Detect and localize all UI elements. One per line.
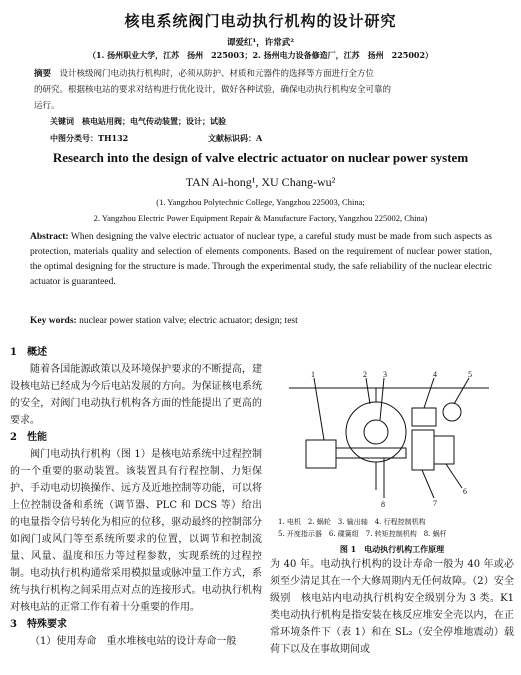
abstract-en-text: When designing the valve electric actuator of nuclear type, a careful study must be made from such aspects as protection, materials quality and selection of elements components. Based on the requirement of nuclear power station, the optimal designing for the structure is made. Through the experimental study, the safe reliability of the nuclear electric actuator is guaranteed. [30, 232, 492, 287]
figure-label-5: 5 [468, 370, 472, 379]
motor [306, 440, 336, 468]
section-1-heading: 1 概述 [10, 347, 47, 358]
worm-shaft [336, 448, 406, 458]
figure-legend-line1: 1. 电机 2. 蜗轮 3. 输出轴 4. 行程控制机构 [278, 518, 426, 526]
paper-title-en: Research into the design of valve electric actuator on nuclear power system [52, 150, 469, 165]
figure-label-3: 3 [383, 370, 387, 379]
leader-6 [446, 464, 462, 488]
torque-mechanism [412, 430, 434, 470]
leader-5 [454, 378, 469, 404]
abstract-cn [34, 66, 494, 114]
paper-title-cn: 核电系统阀门电动执行机构的设计研究 [124, 12, 397, 30]
section-2-heading: 2 性能 [10, 432, 47, 443]
keywords-en [30, 316, 492, 326]
keywords-en-label: Key words: [30, 316, 77, 326]
section-1-paragraph: 随着各国能源政策以及环境保护要求的不断提高，建设核电站已经成为今后电站发展的方向。为保证核电系统的安全，对阀门电动执行机构各方面的性能提出了更高的要求。 [10, 364, 262, 426]
section-3-paragraph: （1）使用寿命 重水堆核电站的设计寿命一般 [30, 636, 237, 647]
figure-label-7: 7 [433, 499, 437, 508]
keywords-en-text: nuclear power station valve; electric actuator; design; test [79, 316, 298, 326]
figure-label-4: 4 [433, 370, 437, 379]
leader-7 [422, 470, 434, 498]
abstract-cn-line2: 的研究。根据核电站的要求对结构进行优化设计，做好各种试验，确保电动执行机构安全可靠的 [34, 85, 392, 95]
affiliation-en-1: (1. Yangzhou Polytechnic College, Yangzhou 225003, China; [156, 197, 365, 207]
authors-en: TAN Ai-hong¹, XU Chang-wu² [185, 175, 336, 189]
abstract-cn-line3: 运行。 [34, 101, 60, 111]
figure-label-2: 2 [363, 370, 367, 379]
affiliation-en-2: 2. Yangzhou Electric Power Equipment Repair & Manufacture Factory, Yangzhou 225002, China) [93, 213, 428, 223]
section-2-paragraph: 阀门电动执行机构（图 1）是核电站系统中过程控制的一个重要的驱动装置。该装置具有行程控制、力矩保护、手动电动切换操作、远方及近地控制等功能，可以将上位控制设备和系统（调节器、PLC 和 DCS 等）给出的电量指令信号转化为相应的位移，驱动最终的控制部分如阀门或风门等至系统所要求的位置，以调节和控制流量、风量、温度和压力等过程参数，实现系统的过程控制。电动执行机构通常采用模拟量或脉冲量工作方式，系统与执行机构之间采用点对点的连接形式。电动执行机构对核电站的正常工作有着十分重要的作用。 [10, 449, 262, 613]
body-right-column [270, 556, 514, 658]
spring-pack [434, 436, 454, 464]
leader-4 [424, 378, 434, 408]
figure-legend [278, 516, 513, 540]
travel-mechanism [412, 408, 436, 426]
leader-2 [366, 378, 370, 404]
right-column-paragraph: 为 40 年。电动执行机构的设计寿命一般为 40 年或必须至少清足其在一个大修周期内无任何故障。（2）安全级别 核电站内电动执行机构安全级别分为 3 类。K1 类电动执行机构是指安装在核反应堆安全壳以内，在正常环境条件下（表 1）和在 SL₂（安全停堆地震动）载荷下以及在事故期间或 [270, 559, 514, 655]
leader-1 [314, 378, 324, 440]
position-indicator [443, 403, 461, 421]
leader-3 [380, 378, 384, 420]
affiliation-cn: （1. 扬州职业大学，江苏 扬州 225003；2. 扬州电力设备修造厂，江苏 扬州 225002） [87, 50, 434, 60]
abstract-en [30, 230, 492, 290]
authors-cn: 谭爱红¹，许常武² [227, 38, 294, 48]
body-left-column [10, 344, 262, 650]
abstract-cn-label: 摘要 [34, 69, 52, 79]
section-3-heading: 3 特殊要求 [10, 619, 67, 630]
clc-number: 中图分类号：TH132 [50, 133, 129, 143]
document-code: 文献标识码：A [208, 133, 263, 143]
abstract-cn-line1: 设计核级阀门电动执行机构时，必须从防护、材质和元器件的选择等方面进行全方位 [59, 69, 375, 79]
figure-label-6: 6 [463, 487, 467, 496]
figure-label-8: 8 [381, 500, 385, 509]
output-shaft [364, 420, 388, 444]
keywords-cn: 关键词 核电站用阀；电气传动装置；设计；试验 [50, 116, 226, 126]
worm-wheel [346, 402, 406, 462]
actuator-schematic-figure [284, 370, 494, 510]
abstract-en-label: Abstract: [30, 232, 69, 242]
figure-caption: 图 1 电动执行机构工作原理 [339, 544, 445, 554]
figure-label-1: 1 [311, 370, 315, 379]
figure-legend-line2: 5. 开度指示器 6. 碟簧组 7. 转矩控制机构 8. 蜗杆 [278, 530, 447, 538]
